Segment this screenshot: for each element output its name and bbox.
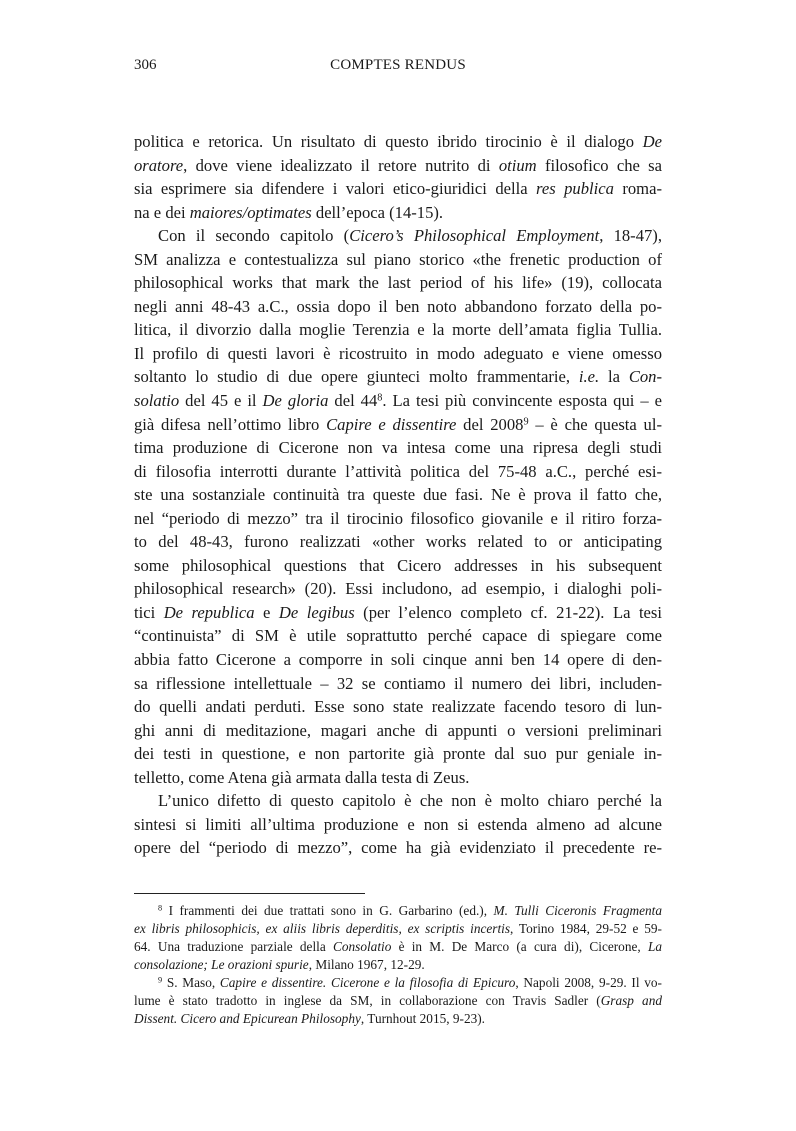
text-line (134, 836, 662, 860)
text-line (134, 789, 662, 813)
text-run: dei testi in questione, e non partorite già pronte dal suo pur geniale in- (134, 744, 662, 764)
text-line (134, 483, 662, 507)
text-run: sia esprimere sia difendere i valori etico-giuridici della (134, 179, 537, 199)
footnote-line (134, 974, 662, 992)
text-run: philosophical works that mark the last period of his life» (19), collocata (134, 273, 662, 293)
text-line (134, 389, 662, 413)
text-run: filosofico che sa (536, 155, 662, 175)
text-run: opere del “periodo di mezzo”, come ha già evidenziato il precedente re- (134, 838, 662, 858)
text-line (134, 436, 662, 460)
text-run: la (599, 367, 629, 387)
text-line (134, 507, 662, 531)
text-run: e (254, 602, 279, 622)
text-run: philosophical research» (20). Essi includono, ad esempio, i dialoghi poli- (134, 579, 662, 599)
text-run: politica e retorica. Un risultato di questo ibrido tirocinio è il dialogo (134, 132, 643, 151)
text-run: del 44 (328, 391, 378, 411)
text-line (134, 695, 662, 719)
italic-text: i.e. (578, 367, 600, 387)
text-line (134, 624, 662, 648)
text-run: nel “periodo di mezzo” tra il tirocinio filosofico giovanile e il ritiro forza- (134, 508, 662, 528)
text-run: SM analizza e contestualizza sul piano storico «the frenetic production of (134, 249, 662, 269)
text-run: , dove viene idealizzato il retore nutrito di (183, 155, 499, 175)
text-run: , Torino 1984, 29-52 e 59- (510, 921, 662, 936)
text-line (134, 365, 662, 389)
italic-text: De legibus (278, 602, 355, 622)
italic-text: De gloria (262, 391, 329, 411)
page-number: 306 (134, 57, 157, 73)
text-line (134, 154, 662, 178)
text-line (134, 813, 662, 837)
text-run: telletto, come Atena già armata dalla testa di Zeus. (134, 767, 470, 787)
text-line (134, 530, 662, 554)
text-run: ste una sostanziale continuità tra queste due fasi. Ne è prova il fatto che, (134, 485, 662, 505)
italic-text: oratore (134, 155, 184, 175)
text-line (134, 224, 662, 248)
italic-text: La (647, 939, 662, 954)
text-run: (per l’elenco completo cf. 21-22). La tesi (354, 602, 662, 622)
text-run: del 45 e il (179, 391, 263, 411)
text-run: di filosofia interrotti durante l’attività politica del 75-48 a.C., perché esi- (134, 461, 662, 481)
italic-text: Dissent. Cicero and Epicurean Philosophy (134, 1011, 361, 1026)
italic-text: ex libris philosophicis, ex aliis libris deperditis, ex scriptis incertis (134, 921, 511, 936)
text-line (134, 601, 662, 625)
text-line (134, 271, 662, 295)
text-line (134, 742, 662, 766)
text-line (134, 413, 662, 437)
italic-text: Consolatio (332, 939, 392, 954)
italic-text: otium (498, 155, 537, 175)
footnote-marker: 8 (158, 903, 163, 913)
text-run: S. Maso, (162, 975, 220, 990)
footnote-line (134, 938, 662, 956)
text-run: roma- (613, 179, 662, 199)
text-run: L’unico difetto di questo capitolo è che non è molto chiaro perché la (158, 791, 662, 811)
footnote-marker: 8 (377, 392, 383, 404)
footnote-line (134, 920, 662, 938)
footnote-separator (134, 893, 365, 894)
text-run: litica, il divorzio dalla moglie Terenzia e la morte dell’amata figlia Tullia. (134, 320, 662, 340)
running-head: COMPTES RENDUS (330, 57, 466, 73)
text-run: “continuista” di SM è utile soprattutto perché capace di spiegare come (134, 626, 662, 646)
text-line (134, 554, 662, 578)
text-run: è in M. De Marco (a cura di), Cicerone, (391, 939, 648, 954)
text-run: sintesi si limiti all’ultima produzione e non si estenda almeno ad alcune (134, 814, 662, 834)
text-line (134, 248, 662, 272)
text-run: soltanto lo studio di due opere giunteci molto frammentarie, (134, 367, 579, 387)
text-run: – è che questa ul- (528, 414, 662, 434)
text-run: , Milano 1967, 12-29. (308, 957, 425, 972)
text-run: già difesa nell’ottimo libro (134, 414, 327, 434)
footnote-line (134, 992, 662, 1010)
text-line (134, 766, 662, 790)
text-line (134, 295, 662, 319)
text-run: sa riflessione intellettuale – 32 se contiamo il numero dei libri, includen- (134, 673, 662, 693)
text-line (134, 177, 662, 201)
text-run: , 18-47), (599, 226, 662, 246)
text-run: Il profilo di questi lavori è ricostruito in modo adeguato e viene omesso (134, 343, 662, 363)
italic-text: solatio (134, 391, 180, 411)
italic-text: Capire e dissentire. Cicerone e la filosofia di Epicuro (219, 975, 516, 990)
body-text (134, 130, 662, 860)
text-line (134, 130, 662, 154)
text-run: , Turnhout 2015, 9-23). (360, 1011, 486, 1026)
text-run: del 2008 (456, 414, 524, 434)
text-run: tici (134, 602, 164, 622)
italic-text: res publica (536, 179, 614, 199)
text-line (134, 201, 662, 225)
text-line (134, 318, 662, 342)
text-run: I frammenti dei due trattati sono in G. Garbarino (ed.), (162, 903, 494, 918)
italic-text: De republica (163, 602, 255, 622)
footnote-line (134, 902, 662, 920)
text-line (134, 648, 662, 672)
footnotes (134, 902, 662, 1028)
text-run: na e dei (134, 202, 190, 222)
text-line (134, 719, 662, 743)
italic-text: Capire e dissentire (326, 414, 457, 434)
footnote-marker: 9 (523, 415, 529, 427)
text-run: to del 48-43, furono realizzati «other works related to or anticipating (134, 532, 662, 552)
text-run: Con il secondo capitolo ( (158, 226, 350, 246)
text-run: do quelli andati perduti. Esse sono state realizzate facendo tesoro di lun- (134, 697, 662, 717)
italic-text: maiores/optimates (189, 202, 312, 222)
text-run: . La tesi più convincente esposta qui – e (382, 391, 662, 411)
footnote-line (134, 1010, 662, 1028)
text-run: negli anni 48-43 a.C., ossia dopo il ben noto abbandono forzato della po- (134, 296, 662, 316)
footnote-marker: 9 (158, 975, 163, 985)
text-line (134, 342, 662, 366)
text-run: abbia fatto Cicerone a comporre in soli cinque anni ben 14 opere di den- (134, 650, 662, 670)
text-run: tima produzione di Cicerone non va intesa come una ripresa degli studi (134, 438, 662, 458)
italic-text: Cicero’s Philosophical Employment (349, 226, 600, 246)
text-run: some philosophical questions that Cicero addresses in his subsequent (134, 555, 662, 575)
italic-text: De (642, 132, 662, 151)
text-line (134, 577, 662, 601)
text-run: ghi anni di meditazione, magari anche di appunti o versioni preliminari (134, 720, 662, 740)
italic-text: M. Tulli Ciceronis Fragmenta (493, 903, 662, 918)
text-run: lume è stato tradotto in inglese da SM, in collaborazione con Travis Sadler ( (134, 993, 601, 1008)
text-line (134, 672, 662, 696)
text-run: 64. Una traduzione parziale della (134, 939, 333, 954)
text-line (134, 460, 662, 484)
text-run: , Napoli 2008, 9-29. Il vo- (515, 975, 662, 990)
italic-text: Grasp and (600, 993, 662, 1008)
italic-text: consolazione; Le orazioni spurie (134, 957, 309, 972)
italic-text: Con- (628, 367, 662, 387)
text-run: dell’epoca (14-15). (311, 202, 444, 222)
footnote-line (134, 956, 662, 974)
